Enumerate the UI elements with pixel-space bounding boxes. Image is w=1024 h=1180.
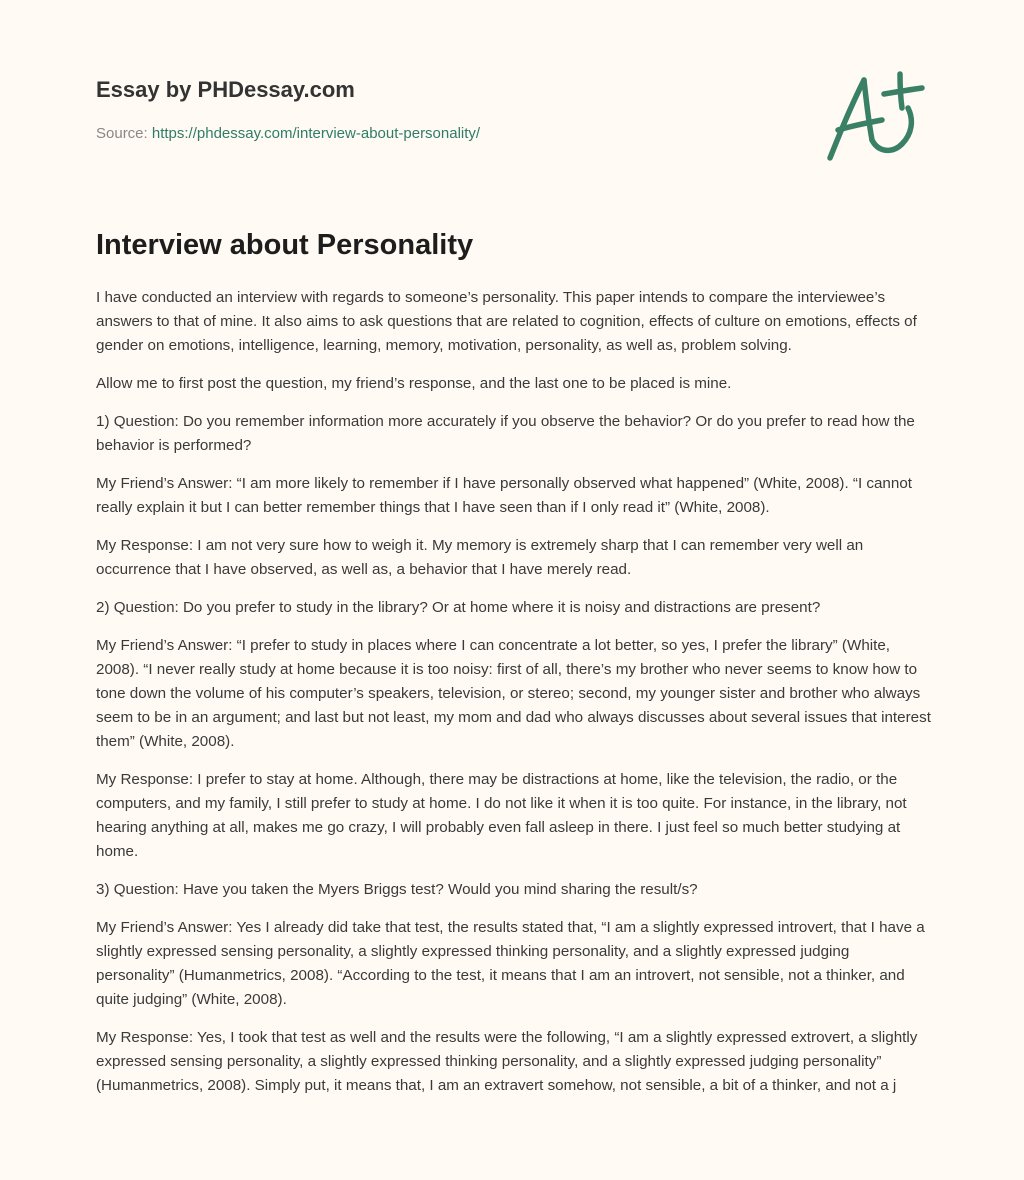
page-header (96, 74, 796, 144)
paragraph-friend-answer-1: My Friend’s Answer: “I am more likely to remember if I have personally observed what happened” (White, 2008). “I cannot really explain it but I can better remember things that I have seen than if I only read it” (White, 2008). (96, 475, 912, 516)
brand-title: Essay by PHDessay.com (96, 77, 355, 102)
a-plus-grade-icon (822, 68, 928, 164)
source-link[interactable]: https://phdessay.com/interview-about-personality/ (151, 125, 481, 142)
paragraph-response-3: My Response: Yes, I took that test as well and the results were the following, “I am a slightly expressed extrovert, a slightly expressed sensing personality, a slightly expressed thinking personality, and a slightly expressed judging personality” (Humanmetrics, 2008). Simply put, it means that, I am an extravert somehow, not sensible, a bit of a thinker, and not a j (96, 1029, 918, 1094)
paragraph-question-1: 1) Question: Do you remember information more accurately if you observe the behavior? Or do you prefer to read how the behavior is performed? (96, 413, 915, 454)
paragraph-format: Allow me to first post the question, my friend’s response, and the last one to be placed is mine. (96, 375, 732, 392)
source-line (96, 124, 796, 144)
paragraph-response-1: My Response: I am not very sure how to weigh it. My memory is extremely sharp that I can remember very well an occurrence that I have observed, as well as, a behavior that I have merely read. (96, 537, 864, 578)
essay-title: Interview about Personality (96, 229, 474, 261)
source-label: Source: (96, 125, 152, 142)
paragraph-friend-answer-2: My Friend’s Answer: “I prefer to study in places where I can concentrate a lot better, so yes, I prefer the library” (White, 2008). “I never really study at home because it is too noisy: first of all, there’s my brother who never seems to know how to tone down the volume of his computer’s speakers, television, or stereo; second, my younger sister and brother who always seem to be in an argument; and last but not least, my mom and dad who always discusses about several issues that interest them” (White, 2008). (96, 637, 931, 750)
essay-body (96, 286, 932, 1112)
paragraph-friend-answer-3: My Friend’s Answer: Yes I already did take that test, the results stated that, “I am a slightly expressed introvert, that I have a slightly expressed sensing personality, a slightly expressed thinking personality, and a slightly expressed judging personality” (Humanmetrics, 2008). “According to the test, it means that I am an introvert, not sensible, not a thinker, and quite judging” (White, 2008). (96, 919, 925, 1008)
paragraph-response-2: My Response: I prefer to stay at home. Although, there may be distractions at home, like the television, the radio, or the computers, and my family, I still prefer to study at home. I do not like it when it is too quite. For instance, in the library, not hearing anything at all, makes me go crazy, I will probably even fall asleep in there. I just feel so much better studying at home. (96, 771, 907, 860)
paragraph-question-3: 3) Question: Have you taken the Myers Briggs test? Would you mind sharing the result/s? (96, 881, 698, 898)
paragraph-intro: I have conducted an interview with regards to someone’s personality. This paper intends to compare the interviewee’s answers to that of mine. It also aims to ask questions that are related to cognition, effects of culture on emotions, effects of gender on emotions, intelligence, learning, memory, motivation, personality, as well as, problem solving. (96, 289, 917, 354)
paragraph-question-2: 2) Question: Do you prefer to study in the library? Or at home where it is noisy and distractions are present? (96, 599, 821, 616)
